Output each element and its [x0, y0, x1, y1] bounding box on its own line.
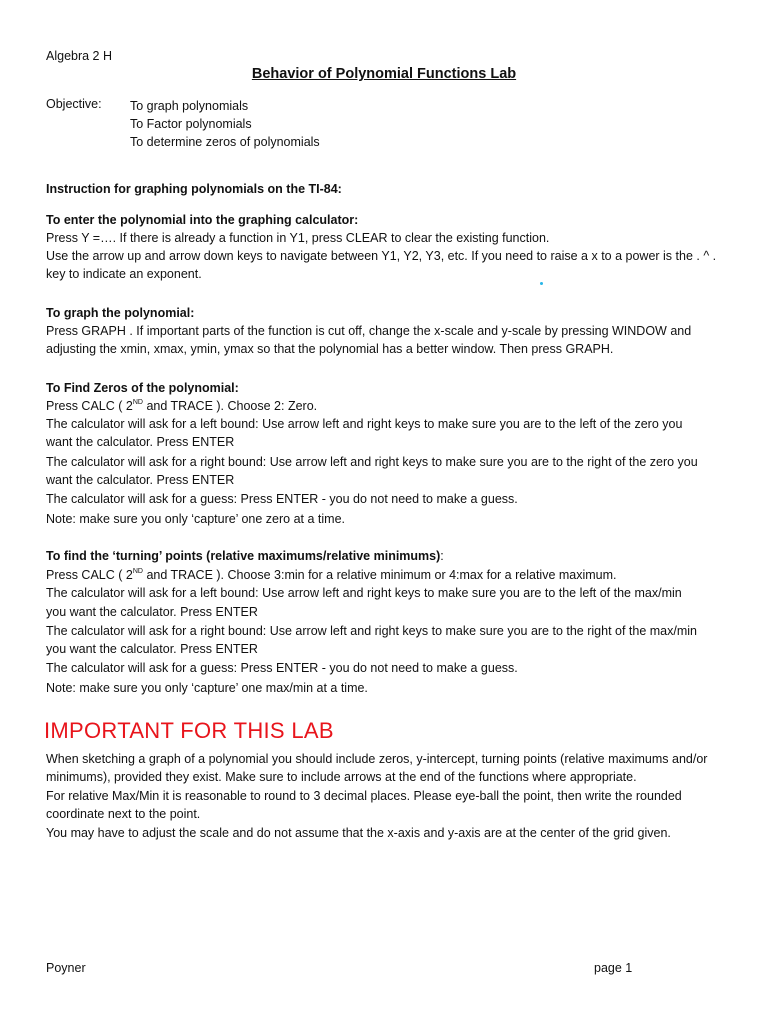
important-line: coordinate next to the point.	[46, 807, 201, 821]
turning-note: Note: make sure you only ‘capture’ one max/min at a time.	[46, 681, 368, 695]
important-line: For relative Max/Min it is reasonable to round to 3 decimal places. Please eye-ball the point, then write the rounded	[46, 789, 682, 803]
enter-line: Press Y =…. If there is already a function in Y1, press CLEAR to clear the existing function.	[46, 231, 550, 245]
turning-line: The calculator will ask for a right bound: Use arrow left and right keys to make sure you are to the right of the max/min	[46, 624, 697, 638]
zeros-line: want the calculator. Press ENTER	[46, 435, 235, 449]
turning-heading: To find the ‘turning’ points (relative maximums/relative minimums):	[46, 549, 444, 563]
enter-line: key to indicate an exponent.	[46, 267, 202, 281]
graph-line: adjusting the xmin, xmax, ymin, ymax so that the polynomial has a better window. Then press GRAPH.	[46, 342, 614, 356]
objective-label: Objective:	[46, 97, 102, 111]
stray-dot-mark	[540, 282, 543, 285]
page-title: Behavior of Polynomial Functions Lab	[251, 66, 517, 82]
enter-heading: To enter the polynomial into the graphing calculator:	[46, 213, 359, 227]
objective-item: To Factor polynomials	[130, 117, 252, 131]
important-heading: IMPORTANT FOR THIS LAB	[44, 718, 334, 743]
important-line: You may have to adjust the scale and do not assume that the x-axis and y-axis are at the center of the grid given.	[46, 826, 671, 840]
turning-line: you want the calculator. Press ENTER	[46, 605, 258, 619]
zeros-line: The calculator will ask for a left bound: Use arrow left and right keys to make sure you are to the left of the zero you	[46, 417, 683, 431]
footer-author: Poyner	[46, 961, 86, 975]
objective-item: To determine zeros of polynomials	[130, 135, 320, 149]
turning-line: you want the calculator. Press ENTER	[46, 642, 258, 656]
graph-line: Press GRAPH . If important parts of the function is cut off, change the x-scale and y-scale by pressing WINDOW and	[46, 324, 692, 338]
zeros-press-line: Press CALC ( 2ND and TRACE ). Choose 2: Zero.	[46, 399, 318, 413]
zeros-heading: To Find Zeros of the polynomial:	[46, 381, 239, 395]
objective-item: To graph polynomials	[130, 99, 249, 113]
important-line: minimums), provided they exist. Make sure to include arrows at the end of the functions where appropriate.	[46, 770, 637, 784]
footer-page-number: page 1	[594, 961, 633, 975]
zeros-line: The calculator will ask for a guess: Press ENTER - you do not need to make a guess.	[46, 492, 518, 506]
zeros-line: want the calculator. Press ENTER	[46, 473, 235, 487]
turning-line: The calculator will ask for a left bound: Use arrow left and right keys to make sure you are to the left of the max/min	[46, 586, 682, 600]
turning-press-line: Press CALC ( 2ND and TRACE ). Choose 3:min for a relative minimum or 4:max for a relative maximum.	[46, 568, 617, 582]
zeros-note: Note: make sure you only ‘capture’ one zero at a time.	[46, 512, 345, 526]
objective-list	[130, 97, 320, 151]
instruction-heading: Instruction for graphing polynomials on the TI-84:	[46, 182, 342, 196]
important-line: When sketching a graph of a polynomial you should include zeros, y-intercept, turning points (relative maximums and/or	[46, 752, 708, 766]
course-label: Algebra 2 H	[46, 49, 113, 63]
enter-line: Use the arrow up and arrow down keys to navigate between Y1, Y2, Y3, etc. If you need to raise a x to a power is the . ^ .	[46, 249, 717, 263]
turning-line: The calculator will ask for a guess: Press ENTER - you do not need to make a guess.	[46, 661, 518, 675]
zeros-line: The calculator will ask for a right bound: Use arrow left and right keys to make sure you are to the right of the zero you	[46, 455, 698, 469]
graph-heading: To graph the polynomial:	[46, 306, 195, 320]
